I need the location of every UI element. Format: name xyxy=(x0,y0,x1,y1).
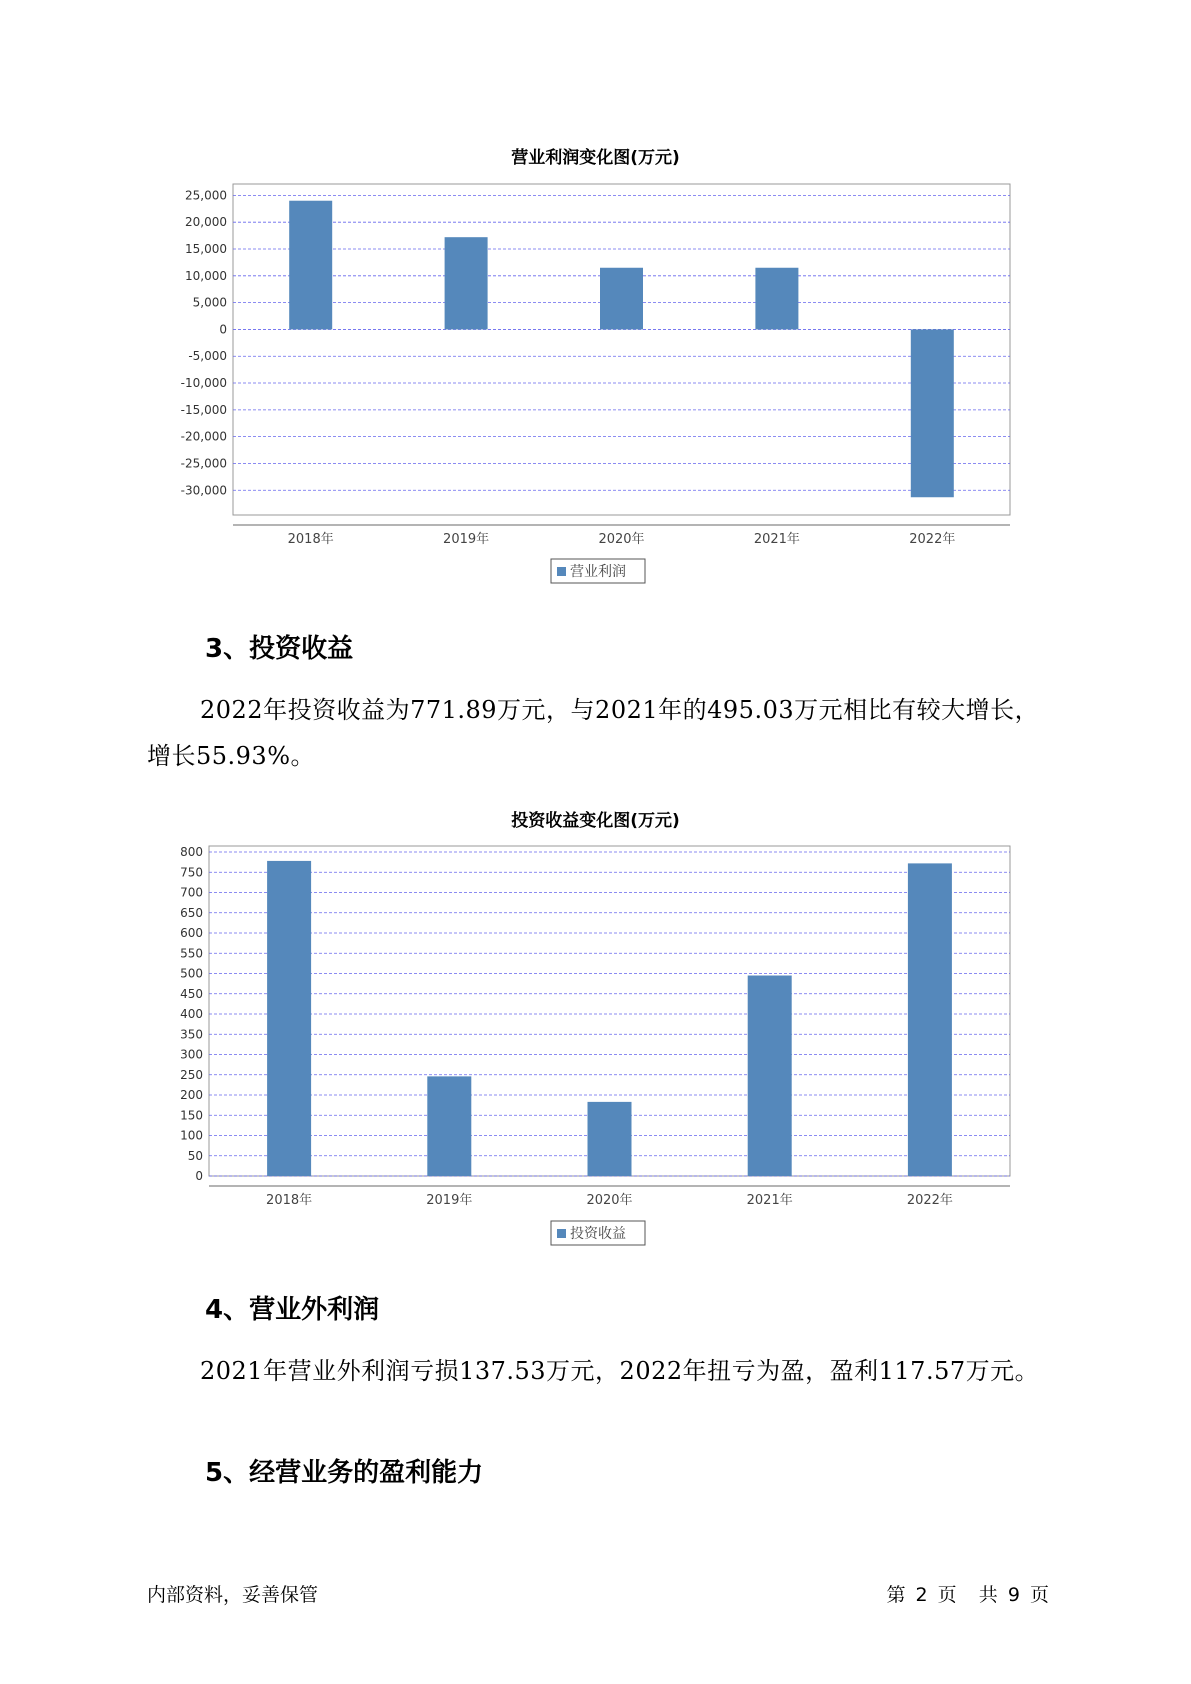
y-tick-label: 550 xyxy=(180,946,203,961)
y-tick-label: -5,000 xyxy=(188,349,227,364)
y-tick-label: 500 xyxy=(180,966,203,981)
y-tick-label: -25,000 xyxy=(180,456,227,471)
bar xyxy=(908,863,952,1176)
y-tick-label: 5,000 xyxy=(192,295,227,310)
bar xyxy=(267,861,311,1176)
y-tick-label: -20,000 xyxy=(180,429,227,444)
x-tick-label: 2019年 xyxy=(426,1193,473,1208)
y-tick-label: 0 xyxy=(195,1169,203,1183)
section3-heading: 3、投资收益 xyxy=(205,634,354,664)
footer-page-unit: 页 xyxy=(937,1584,957,1606)
x-tick-label: 2022年 xyxy=(909,532,956,547)
x-tick-label: 2021年 xyxy=(746,1193,793,1208)
y-tick-label: 20,000 xyxy=(185,215,227,230)
y-tick-label: 700 xyxy=(180,885,203,900)
y-tick-label: 100 xyxy=(180,1128,203,1143)
y-tick-label: 800 xyxy=(180,845,203,859)
y-tick-label: 25,000 xyxy=(185,188,227,203)
y-tick-label: 250 xyxy=(180,1067,203,1082)
y-tick-label: -10,000 xyxy=(180,376,227,391)
footer-page-number: 2 xyxy=(915,1584,928,1606)
bar xyxy=(588,1102,632,1176)
section4-heading: 4、营业外利润 xyxy=(205,1295,380,1325)
y-tick-label: 150 xyxy=(180,1108,203,1123)
y-tick-label: 350 xyxy=(180,1027,203,1042)
x-tick-label: 2018年 xyxy=(266,1193,313,1208)
x-tick-label: 2020年 xyxy=(598,532,645,547)
y-tick-label: 200 xyxy=(180,1088,203,1102)
footer-page-indicator xyxy=(884,1580,1051,1607)
y-tick-label: 650 xyxy=(180,905,203,920)
y-tick-label: -15,000 xyxy=(180,402,227,417)
bar xyxy=(748,976,792,1176)
x-tick-label: 2019年 xyxy=(443,532,490,547)
x-tick-label: 2022年 xyxy=(906,1193,953,1208)
footer-total-unit: 页 xyxy=(1029,1584,1049,1606)
x-tick-label: 2018年 xyxy=(287,532,334,547)
y-tick-label: 50 xyxy=(187,1148,203,1163)
footer-page-prefix: 第 xyxy=(886,1584,906,1606)
x-tick-label: 2021年 xyxy=(753,532,800,547)
y-tick-label: 600 xyxy=(180,926,203,940)
y-tick-label: 750 xyxy=(180,865,203,880)
y-tick-label: 0 xyxy=(219,322,227,337)
legend-swatch xyxy=(557,1229,566,1238)
legend-label: 投资收益 xyxy=(570,1226,626,1242)
legend-label: 营业利润 xyxy=(570,564,626,580)
chart2-title: 投资收益变化图(万元) xyxy=(511,811,680,831)
section5-heading: 5、经营业务的盈利能力 xyxy=(205,1458,484,1488)
footer-total-pages: 9 xyxy=(1007,1584,1020,1606)
x-tick-label: 2020年 xyxy=(586,1193,633,1208)
y-tick-label: 450 xyxy=(180,986,203,1001)
y-tick-label: -30,000 xyxy=(180,483,227,498)
bar xyxy=(427,1076,471,1176)
y-tick-label: 300 xyxy=(180,1047,203,1062)
y-tick-label: 15,000 xyxy=(185,241,227,256)
y-tick-label: 10,000 xyxy=(185,268,227,283)
footer-confidential-note: 内部资料，妥善保管 xyxy=(147,1584,319,1606)
y-tick-label: 400 xyxy=(180,1007,203,1021)
chart1-title: 营业利润变化图(万元) xyxy=(511,148,680,168)
section4-paragraph: 2021年营业外利润亏损137.53万元，2022年扭亏为盈，盈利117.57万元。 xyxy=(200,1357,1040,1385)
section3-paragraph: 2022年投资收益为771.89万元，与2021年的495.03万元相比有较大增长，增长55.93%。 xyxy=(147,696,1040,770)
footer-total-prefix: 共 xyxy=(978,1584,998,1606)
